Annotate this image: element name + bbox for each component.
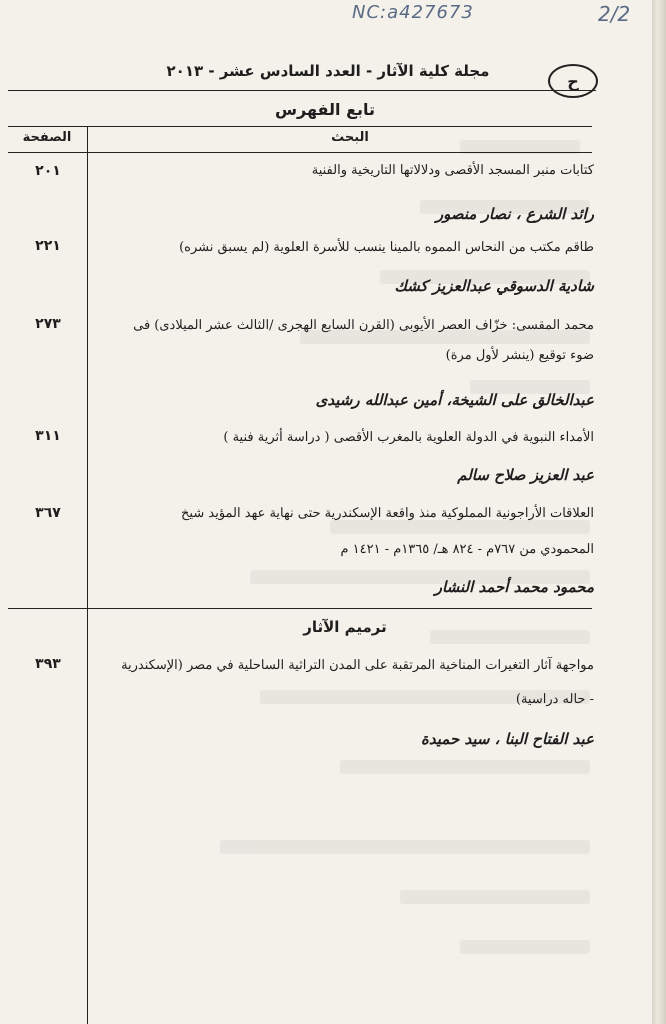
entry-title: العلاقات الأراجونية المملوكية منذ واقعة الإسكندرية حتى نهاية عهد المؤيد شيخ — [181, 506, 594, 521]
entry-authors: عبدالخالق على الشيخة، أمين عبدالله رشيدى — [315, 391, 594, 409]
entry-title: الأمداء النبوية في الدولة العلوية بالمغرب الأقصى ( دراسة أثرية فنية ) — [223, 430, 594, 445]
entry-page: ٢٢١ — [35, 238, 61, 254]
entry-page: ٣٩٣ — [35, 656, 61, 672]
entry-title: كتابات منبر المسجد الأقصى ودلالاتها التاريخية والفنية — [311, 163, 594, 178]
contents-title: تابع الفهرس — [274, 100, 376, 119]
page-number-badge — [548, 64, 598, 98]
entry-page: ٢٠١ — [35, 163, 61, 179]
page-number: ح — [567, 71, 579, 91]
section-rule — [8, 608, 592, 609]
column-header-research: البحث — [331, 130, 369, 145]
entry-authors: رائد الشرع ، نصار منصور — [435, 205, 594, 223]
entry-page: ٣١١ — [35, 428, 61, 444]
handwritten-sheet-number: 2/2 — [598, 2, 631, 26]
entry-authors: محمود محمد أحمد النشار — [434, 578, 594, 596]
column-divider — [87, 126, 88, 1024]
entry-page: ٢٧٣ — [35, 316, 61, 332]
column-header-page: الصفحة — [22, 130, 72, 145]
entry-title: مواجهة آثار التغيرات المناخية المرتقبة على المدن التراثية الساحلية في مصر (الإسكندرية — [121, 658, 594, 673]
entry-authors: عبد الفتاح البنا ، سيد حميدة — [421, 730, 594, 748]
section-heading: ترميم الآثار — [303, 618, 387, 636]
entry-authors: عبد العزيز صلاح سالم — [457, 466, 594, 484]
journal-header: مجلة كلية الآثار - العدد السادس عشر - ٢٠١٣ — [166, 62, 490, 80]
entry-authors: شادية الدسوقي عبدالعزيز كشك — [394, 277, 594, 295]
table-header-rule — [8, 152, 592, 153]
page-edge — [652, 0, 666, 1024]
entry-title-continued: - حاله دراسية) — [515, 692, 594, 707]
entry-title-continued: المحمودي من ٧٦٧م - ٨٢٤ هـ/ ١٣٦٥م - ١٤٢١ م — [340, 542, 594, 557]
header-rule — [8, 90, 596, 91]
entry-page: ٣٦٧ — [35, 505, 61, 521]
entry-title: محمد المقسى: خزّاف العصر الأيوبى (القرن السابع الهجرى /الثالث عشر الميلادى) فى — [133, 318, 594, 333]
table-top-rule — [8, 126, 592, 127]
entry-title: طاقم مكتب من النحاس المموه بالمينا ينسب للأسرة العلوية (لم يسبق نشره) — [179, 240, 594, 255]
handwritten-catalog-note: NC:a427673 — [352, 2, 474, 23]
entry-title-continued: ضوء توقيع (ينشر لأول مرة) — [445, 348, 594, 363]
